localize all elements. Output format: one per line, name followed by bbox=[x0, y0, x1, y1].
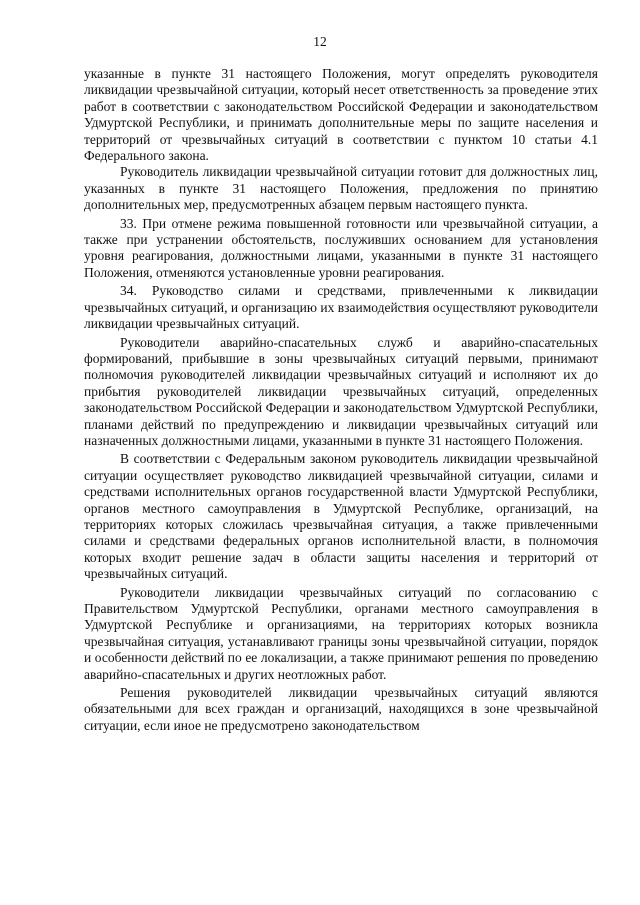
paragraph: Руководители ликвидации чрезвычайных ситуаций по согласованию с Правительством Удмуртской Республики, органами местного самоуправления в Удмуртской Республике и организациями, на территориях которых возникла чрезвычайная ситуация, устанавливают границы зоны чрезвычайной ситуации, порядок и особенности действий по ее локализации, а также принимают решения по проведению аварийно-спасательных и других неотложных работ. bbox=[84, 584, 598, 682]
paragraph: В соответствии с Федеральным законом руководитель ликвидации чрезвычайной ситуации осуществляет руководство ликвидацией чрезвычайной ситуации, силами и средствами исполнительных органов государственной власти Удмуртской Республики, органов местного самоуправления в Удмуртской Республике, организаций, на территориях которых сложилась чрезвычайная ситуация, а также привлеченными силами и средствами федеральных органов исполнительной власти, в полномочия которых входит решение задач в области защиты населения и территорий от чрезвычайных ситуаций. bbox=[84, 451, 598, 582]
document-body bbox=[84, 66, 598, 734]
paragraph: Руководитель ликвидации чрезвычайной ситуации готовит для должностных лиц, указанных в пункте 31 настоящего Положения, предложения по принятию дополнительных мер, предусмотренных абзацем первым настоящего пункта. bbox=[84, 164, 598, 213]
paragraph-item-34: 34. Руководство силами и средствами, привлеченными к ликвидации чрезвычайных ситуаций, и организацию их взаимодействия осуществляют руководители ликвидации чрезвычайных ситуаций. bbox=[84, 283, 598, 332]
paragraph-item-33: 33. При отмене режима повышенной готовности или чрезвычайной ситуации, а также при устранении обстоятельств, послуживших основанием для установления уровня реагирования, должностными лицами, указанными в пункте 31 настоящего Положения, отменяются установленные уровни реагирования. bbox=[84, 215, 598, 280]
paragraph: Решения руководителей ликвидации чрезвычайных ситуаций являются обязательными для всех граждан и организаций, находящихся в зоне чрезвычайной ситуации, если иное не предусмотрено законодательством bbox=[84, 685, 598, 733]
paragraph: Руководители аварийно-спасательных служб и аварийно-спасательных формирований, прибывшие в зоны чрезвычайных ситуаций первыми, принимают полномочия руководителей ликвидации чрезвычайных ситуаций и исполняют их до прибытия руководителей ликвидации чрезвычайных ситуаций, определенных законодательством Российской Федерации и законодательством Удмуртской Республики, планами действий по предупреждению и ликвидации чрезвычайных ситуаций или назначенных должностными лицами, указанными в пункте 31 настоящего Положения. bbox=[84, 334, 598, 448]
page-number: 12 bbox=[313, 34, 327, 49]
paragraph-continuation: указанные в пункте 31 настоящего Положения, могут определять руководителя ликвидации чрезвычайной ситуации, который несет ответственность за проведение этих работ в соответствии с законодательством Российской Федерации и законодательством Удмуртской Республики, и принимать дополнительные меры по защите населения и территорий от чрезвычайных ситуаций в соответствии с пунктом 10 статьи 4.1 Федерального закона. bbox=[84, 66, 598, 164]
